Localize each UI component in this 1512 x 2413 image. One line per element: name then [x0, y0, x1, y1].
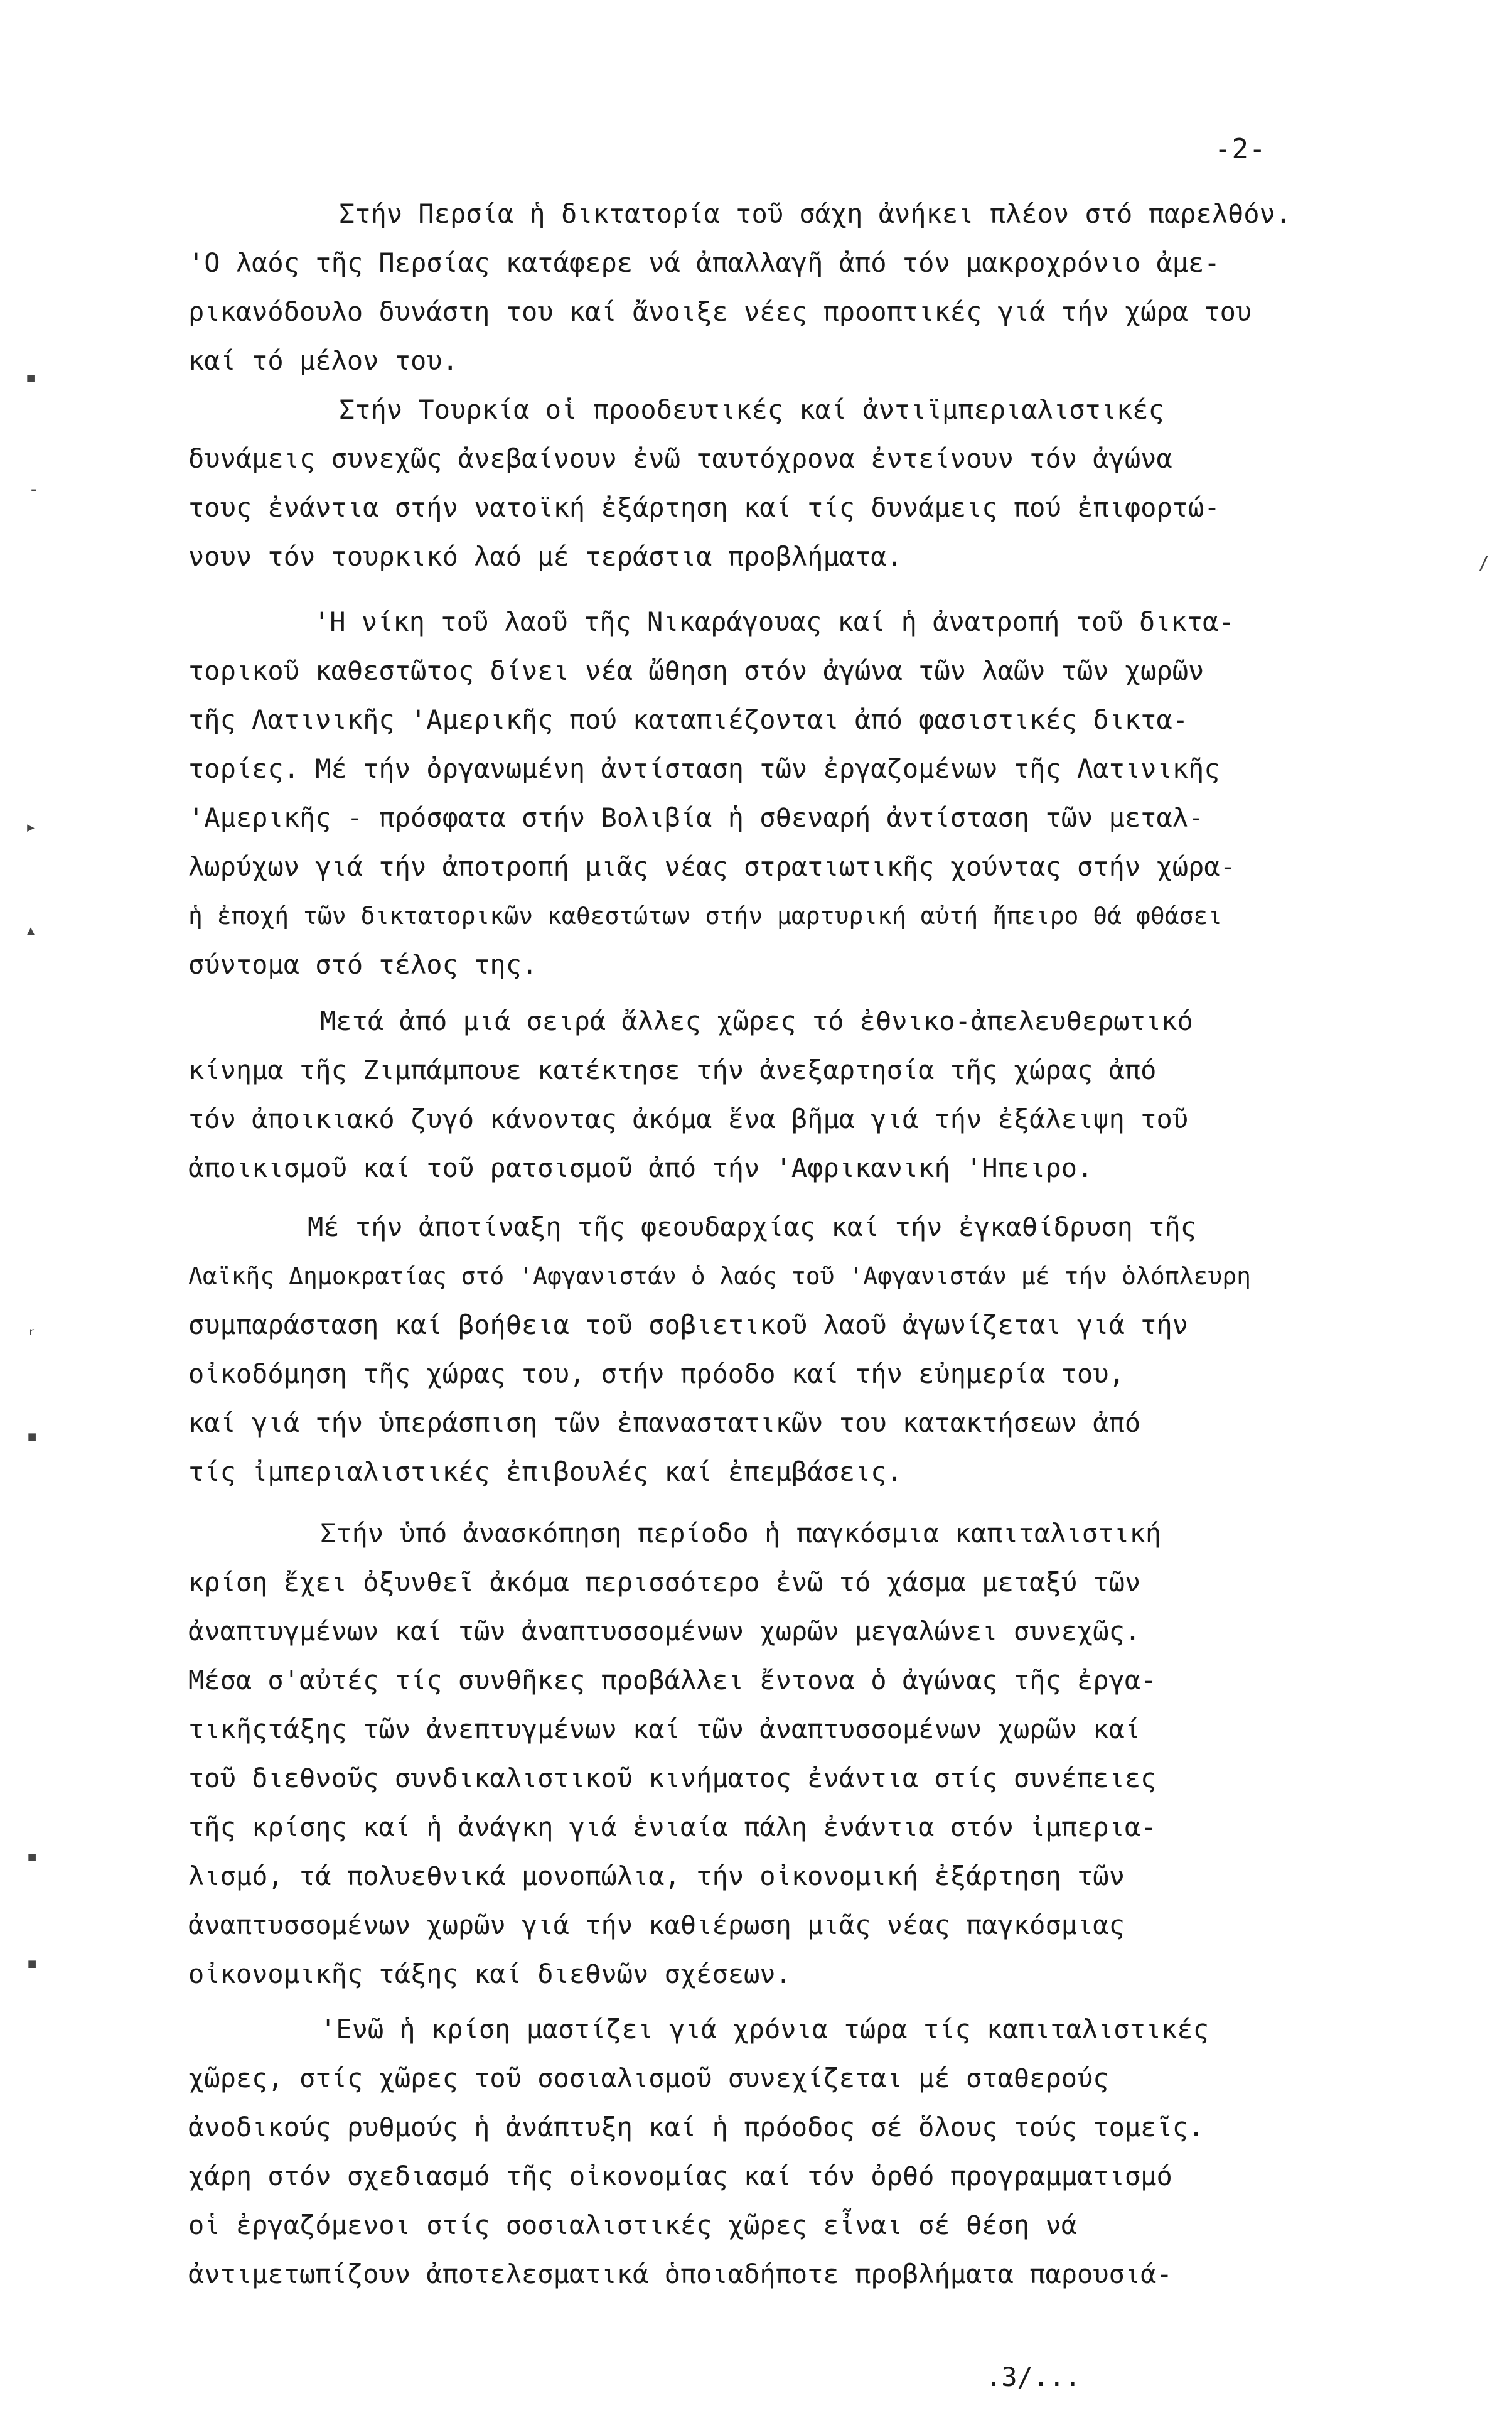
margin-mark: ▪	[26, 1425, 38, 1447]
text-line: λωρύχων γιά τήν ἀποτροπή μιᾶς νέας στρατιωτικῆς χούντας στήν χώρα-	[188, 851, 1236, 882]
paragraph-zimbabwe	[188, 997, 1437, 1193]
text-line: 'Αμερικῆς - πρόσφατα στήν Βολιβία ἡ σθεναρή ἀντίσταση τῶν μεταλ-	[188, 802, 1204, 833]
text-line: τορικοῦ καθεστῶτος δίνει νέα ὤθηση στόν ἀγώνα τῶν λαῶν τῶν χωρῶν	[188, 655, 1204, 686]
text-line: κρίση ἔχει ὀξυνθεῖ ἀκόμα περισσότερο ἐνῶ τό χάσμα μεταξύ τῶν	[188, 1567, 1141, 1598]
text-line: σύντομα στό τέλος της.	[188, 949, 538, 980]
text-line: Στήν Τουρκία οἱ προοδευτικές καί ἀντιϊμπεριαλιστικές	[339, 394, 1164, 425]
text-line: λισμό, τά πολυεθνικά μονοπώλια, τήν οἰκονομική ἐξάρτηση τῶν	[188, 1861, 1125, 1891]
text-line: τικῆςτάξης τῶν ἀνεπτυγμένων καί τῶν ἀναπτυσσομένων χωρῶν καί	[188, 1714, 1141, 1744]
margin-mark: ▴	[25, 919, 37, 941]
paragraph-afghanistan	[188, 1203, 1437, 1497]
text-line: Λαϊκῆς Δημοκρατίας στό 'Αφγανιστάν ὁ λαός τοῦ 'Αφγανιστάν μέ τήν ὁλόπλευρη	[188, 1262, 1251, 1290]
text-line: Μετά ἀπό μιά σειρά ἄλλες χῶρες τό ἐθνικο-ἀπελευθερωτικό	[320, 1006, 1193, 1036]
continuation-marker: .3/...	[985, 2362, 1081, 2392]
text-line: ἀντιμετωπίζουν ἀποτελεσματικά ὁποιαδήποτε προβλήματα παρουσιά-	[188, 2259, 1172, 2289]
text-line: τορίες. Μέ τήν ὀργανωμένη ἀντίσταση τῶν ἐργαζομένων τῆς Λατινικῆς	[188, 753, 1220, 784]
text-line: καί γιά τήν ὑπεράσπιση τῶν ἐπαναστατικῶν του κατακτήσεων ἀπό	[188, 1407, 1141, 1438]
text-line: 'Η νίκη τοῦ λαοῦ τῆς Νικαράγουας καί ἡ ἀνατροπή τοῦ δικτα-	[314, 606, 1235, 637]
margin-mark: ▪	[25, 367, 37, 389]
text-line: Μέ τήν ἀποτίναξη τῆς φεουδαρχίας καί τήν ἐγκαθίδρυση τῆς	[308, 1212, 1197, 1242]
text-line: χάρη στόν σχεδιασμό τῆς οἰκονομίας καί τόν ὀρθό προγραμματισμό	[188, 2161, 1172, 2191]
text-line: ἀνοδικούς ρυθμούς ἡ ἀνάπτυξη καί ἡ πρόοδος σέ ὅλους τούς τομεῖς.	[188, 2112, 1204, 2142]
text-line: ἀναπτυσσομένων χωρῶν γιά τήν καθιέρωση μιᾶς νέας παγκόσμιας	[188, 1910, 1125, 1940]
text-line: ἀναπτυγμένων καί τῶν ἀναπτυσσομένων χωρῶν μεγαλώνει συνεχῶς.	[188, 1616, 1141, 1647]
text-line: καί τό μέλον του.	[188, 345, 458, 376]
text-line: συμπαράσταση καί βοήθεια τοῦ σοβιετικοῦ λαοῦ ἀγωνίζεται γιά τήν	[188, 1309, 1189, 1340]
text-line: Στήν Περσία ἡ δικτατορία τοῦ σάχη ἀνήκει πλέον στό παρελθόν.	[339, 198, 1292, 229]
page-number: -2-	[1214, 133, 1267, 165]
text-line: ρικανόδουλο δυνάστη του καί ἄνοιξε νέες προοπτικές γιά τήν χώρα του	[188, 296, 1252, 327]
paragraph-nicaragua	[188, 598, 1437, 989]
text-line: τους ἐνάντια στήν νατοϊκή ἐξάρτηση καί τίς δυνάμεις πού ἐπιφορτώ-	[188, 492, 1220, 523]
margin-mark: ▪	[26, 1952, 38, 1974]
paragraph-turkey	[188, 385, 1437, 581]
text-line: τοῦ διεθνοῦς συνδικαλιστικοῦ κινήματος ἐνάντια στίς συνέπειες	[188, 1763, 1157, 1793]
text-line: δυνάμεις συνεχῶς ἀνεβαίνουν ἐνῶ ταυτόχρονα ἐντείνουν τόν ἀγώνα	[188, 443, 1172, 474]
text-line: οἰκοδόμηση τῆς χώρας του, στήν πρόοδο καί τήν εὐημερία του,	[188, 1358, 1125, 1389]
text-line: τόν ἀποικιακό ζυγό κάνοντας ἀκόμα ἕνα βῆμα γιά τήν ἐξάλειψη τοῦ	[188, 1104, 1189, 1134]
text-line: νουν τόν τουρκικό λαό μέ τεράστια προβλήματα.	[188, 541, 903, 572]
paragraph-persia	[188, 190, 1437, 385]
text-line: τίς ἰμπεριαλιστικές ἐπιβουλές καί ἐπεμβάσεις.	[188, 1456, 903, 1487]
text-line: οἰκονομικῆς τάξης καί διεθνῶν σχέσεων.	[188, 1959, 791, 1989]
paragraph-socialism	[188, 2005, 1437, 2299]
text-line: οἱ ἐργαζόμενοι στίς σοσιαλιστικές χῶρες εἶναι σέ θέση νά	[188, 2210, 1078, 2240]
text-line: 'Ενῶ ἡ κρίση μαστίζει γιά χρόνια τώρα τίς καπιταλιστικές	[320, 2014, 1209, 2045]
text-line: 'Ο λαός τῆς Περσίας κατάφερε νά ἀπαλλαγῆ ἀπό τόν μακροχρόνιο ἀμε-	[188, 247, 1220, 278]
text-line: Μέσα σ'αὐτές τίς συνθῆκες προβάλλει ἔντονα ὁ ἀγώνας τῆς ἐργα-	[188, 1665, 1157, 1696]
text-line: τῆς κρίσης καί ἡ ἀνάγκη γιά ἑνιαία πάλη ἐνάντια στόν ἰμπερια-	[188, 1812, 1157, 1842]
text-line: τῆς Λατινικῆς 'Αμερικῆς πού καταπιέζονται ἀπό φασιστικές δικτα-	[188, 704, 1189, 735]
text-line: ἡ ἐποχή τῶν δικτατορικῶν καθεστώτων στήν μαρτυρική αὐτή ἤπειρο θά φθάσει	[188, 902, 1223, 930]
margin-mark: -	[28, 478, 40, 500]
text-line: ἀποικισμοῦ καί τοῦ ρατσισμοῦ ἀπό τήν 'Αφρικανική 'Ηπειρο.	[188, 1153, 1093, 1183]
text-line: χῶρες, στίς χῶρες τοῦ σοσιαλισμοῦ συνεχίζεται μέ σταθερούς	[188, 2063, 1109, 2093]
text-line: κίνημα τῆς Ζιμπάμπουε κατέκτησε τήν ἀνεξαρτησία τῆς χώρας ἀπό	[188, 1055, 1157, 1085]
margin-mark: /	[1478, 552, 1490, 574]
margin-mark: ʳ	[26, 1325, 38, 1346]
text-line: Στήν ὑπό ἀνασκόπηση περίοδο ἡ παγκόσμια καπιταλιστική	[320, 1518, 1162, 1549]
paragraph-capitalist-crisis	[188, 1509, 1437, 1999]
margin-mark: ▪	[26, 1846, 38, 1868]
margin-mark: ▸	[25, 816, 37, 838]
